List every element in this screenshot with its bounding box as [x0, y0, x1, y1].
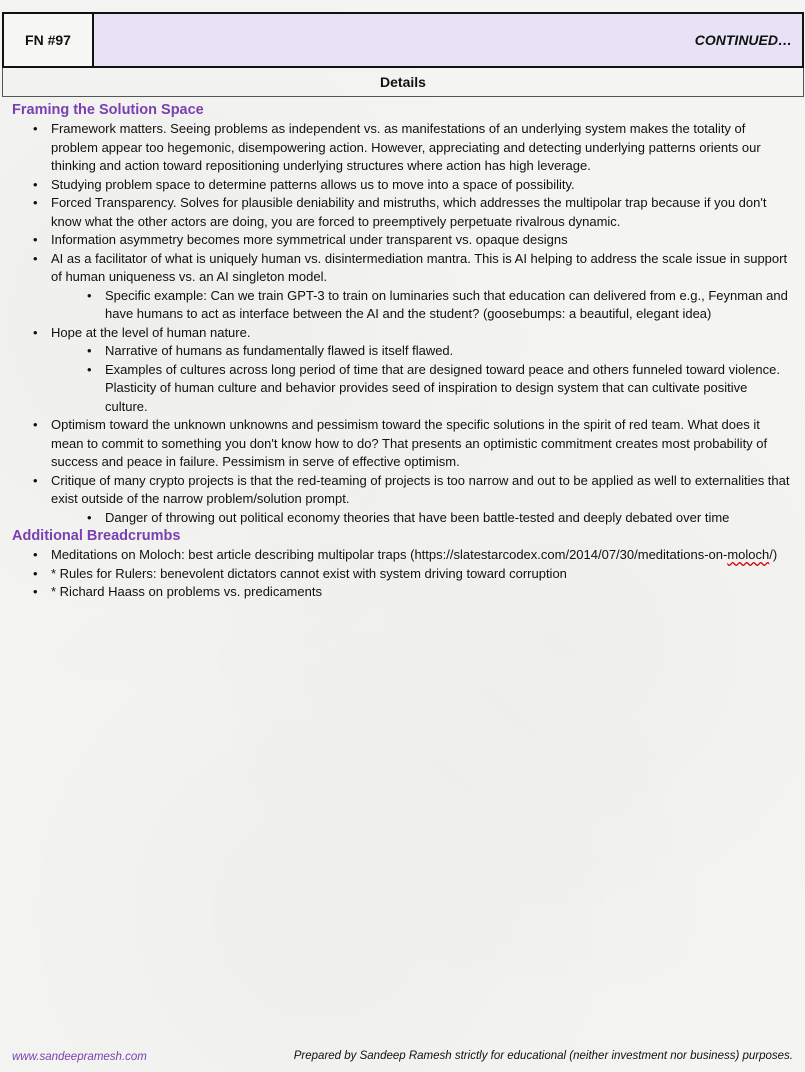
- list-item: • Framework matters. Seeing problems as independent vs. as manifestations of an underlying system makes the totality of problem appear too hegemonic, disempowering action. However, appreciating and detecting underlying patterns orients our thinking and action toward repositioning underlying structures where action has high leverage.: [12, 120, 792, 176]
- list-item: • AI as a facilitator of what is uniquely human vs. disintermediation mantra. This is AI helping to address the scale issue in support of human uniqueness vs. an AI singleton model. • Specific example: Can we train GPT-3 to train on luminaries such that education can delivered from e.g., Feynman and have humans to act as interface between the AI and the student? (goosebumps: a beautiful, elegant idea): [12, 250, 792, 324]
- breadcrumbs-list: [12, 546, 792, 602]
- sub-list-item: • Specific example: Can we train GPT-3 to train on luminaries such that education can delivered from e.g., Feynman and have humans to act as interface between the AI and the student? (goosebumps: a beautiful, elegant idea): [51, 287, 792, 324]
- list-item: • * Richard Haass on problems vs. predicaments: [12, 583, 792, 602]
- sub-list-item: • Narrative of humans as fundamentally flawed is itself flawed.: [51, 342, 792, 361]
- website-link[interactable]: www.sandeepramesh.com: [12, 1051, 147, 1063]
- continued-label: CONTINUED…: [694, 32, 792, 48]
- list-item: • Meditations on Moloch: best article describing multipolar traps (https://slatestarcodex.com/2014/07/30/meditations-on-moloch/): [12, 546, 792, 565]
- list-item: • Critique of many crypto projects is that the red-teaming of projects is too narrow and out to be applied as well to externalities that exist outside of the narrow problem/solution prompt. • Danger of throwing out political economy theories that have been battle-tested and deeply debated over time: [12, 472, 792, 528]
- page-header: [2, 12, 804, 68]
- list-item: • Information asymmetry becomes more symmetrical under transparent vs. opaque designs: [12, 231, 792, 250]
- sub-list: [51, 509, 792, 528]
- document-body: [12, 101, 792, 602]
- sub-list-item: • Examples of cultures across long period of time that are designed toward peace and others funneled toward violence. Plasticity of human culture and behavior provides seed of inspiration to design system that can cultivate positive culture.: [51, 361, 792, 417]
- sub-list: [51, 287, 792, 324]
- section-title-breadcrumbs: Additional Breadcrumbs: [12, 528, 181, 544]
- list-item: • Optimism toward the unknown unknowns and pessimism toward the specific solutions in the spirit of red team. What does it mean to commit to something you don't know how to do? That presents an optimistic commitment creates most probability of success and peace in failure. Pessimism in serve of effective optimism.: [12, 416, 792, 472]
- list-item: • Studying problem space to determine patterns allows us to move into a space of possibility.: [12, 176, 792, 195]
- section-title-framing: Framing the Solution Space: [12, 102, 204, 118]
- footer-disclaimer: Prepared by Sandeep Ramesh strictly for educational (neither investment nor business) purposes.: [293, 1050, 793, 1062]
- list-item: • Hope at the level of human nature. • Narrative of humans as fundamentally flawed is itself flawed. • Examples of cultures across long period of time that are designed toward peace and others funneled toward violence. Plasticity of human culture and behavior provides seed of inspiration to design system that can cultivate positive culture.: [12, 324, 792, 417]
- fn-number: FN #97: [4, 14, 94, 66]
- sub-list: [51, 342, 792, 416]
- framing-list: [12, 120, 792, 527]
- sub-list-item: • Danger of throwing out political economy theories that have been battle-tested and deeply debated over time: [51, 509, 792, 528]
- list-item: • Forced Transparency. Solves for plausible deniability and mistruths, which addresses the multipolar trap because if you don't know what the other actors are doing, you are forced to preemptively perpetuate rivalrous dynamic.: [12, 194, 792, 231]
- details-heading: Details: [2, 68, 804, 97]
- header-band: [94, 14, 802, 66]
- article-link-text: moloch: [727, 547, 770, 562]
- list-item: • * Rules for Rulers: benevolent dictators cannot exist with system driving toward corruption: [12, 565, 792, 584]
